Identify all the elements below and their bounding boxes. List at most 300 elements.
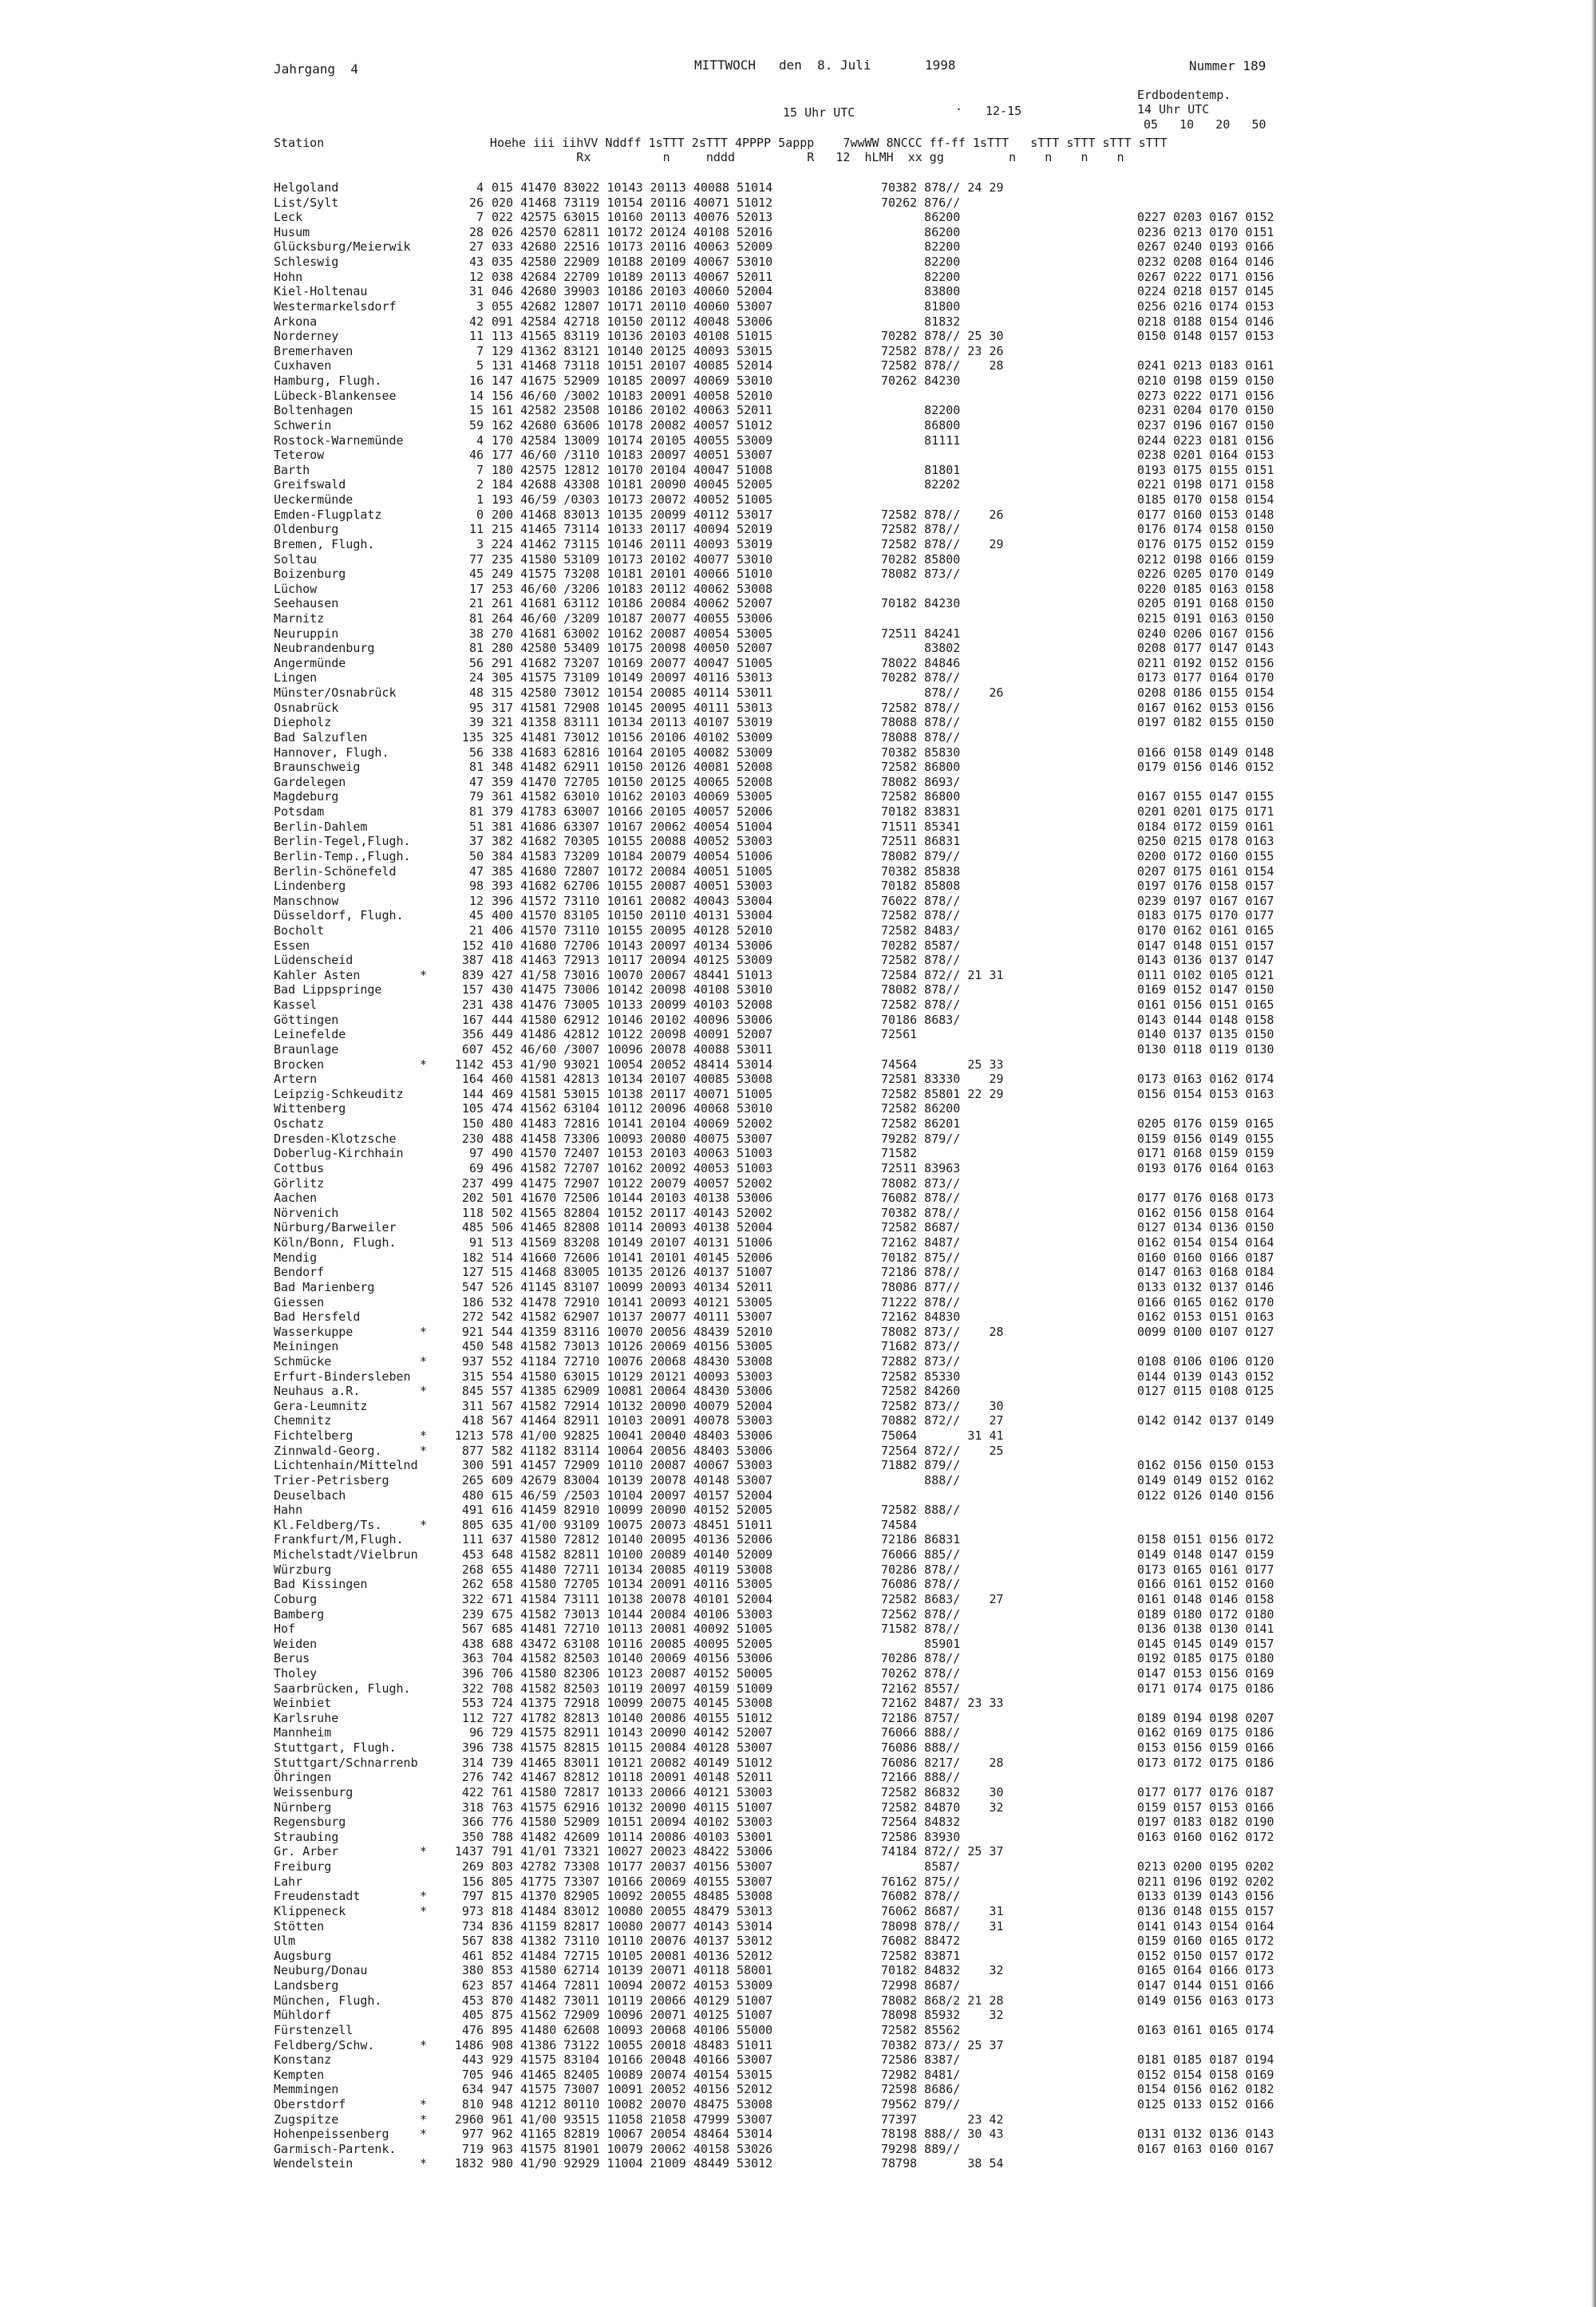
synop-groups: 035 42580 22909 10188 20109 40067 53010 [492,255,773,270]
mountain-marker: * [420,1324,428,1339]
table-row [0,685,1596,701]
station-name: Bremen, Flugh. [274,536,375,551]
station-height: 96 [468,1725,484,1740]
table-row [0,270,1596,285]
station-name: Karlsruhe [274,1710,339,1725]
synop-groups: 578 41/00 92825 10041 20040 48403 53006 [492,1428,773,1444]
table-row [0,1919,1596,1934]
remarks-groups: 72882 873// [881,1353,961,1369]
synop-groups: 615 46/59 /2503 10104 20097 40157 52004 [492,1487,773,1503]
synop-groups: 147 41675 52909 10185 20097 40069 53010 [492,373,773,389]
table-row [0,284,1596,299]
station-height: 16 [468,373,484,389]
table-row [0,1339,1596,1354]
soil-temps: 0177 0177 0176 0187 [1137,1784,1274,1799]
station-height: 461 [461,1948,484,1963]
synop-groups: 853 41580 62714 10139 20071 40118 58001 [492,1963,773,1978]
remarks-groups: 72582 878// [881,908,961,923]
soil-temps: 0099 0100 0107 0127 [1137,1324,1274,1339]
station-height: 450 [461,1339,484,1354]
station-name: Artern [274,1072,318,1087]
soil-temps: 0193 0175 0155 0151 [1137,462,1274,477]
station-name: Glücksburg/Meierwik [274,239,411,255]
synop-groups: 515 41468 83005 10135 20126 40137 51007 [492,1265,773,1280]
remarks-groups: 72564 84832 [881,1815,961,1830]
station-name: Brocken [274,1057,325,1072]
remarks-groups: 76082 88472 [881,1934,961,1949]
synop-groups: 963 41575 81901 10079 20062 40158 53026 [492,2141,773,2156]
station-height: 48 [468,685,484,701]
soil-temps: 0240 0206 0167 0156 [1137,626,1274,641]
table-row [0,1206,1596,1221]
synop-groups: 582 41182 83114 10064 20056 48403 53006 [492,1443,773,1458]
synop-groups: 763 41575 62916 10132 20090 40115 51007 [492,1799,773,1815]
synop-groups: 338 41683 62816 10164 20105 40082 53009 [492,745,773,760]
table-row [0,864,1596,879]
remarks-groups: 70282 8587/ [881,938,961,953]
table-row [0,760,1596,775]
station-name: Westermarkelsdorf [274,298,397,314]
synop-groups: 739 41465 83011 10121 20082 40149 51012 [492,1755,773,1770]
synop-groups: 514 41660 72606 10141 20101 40145 52006 [492,1250,773,1265]
synop-groups: 609 42679 83004 10139 20078 40148 53007 [492,1472,773,1487]
station-name: Hof [274,1622,296,1637]
mountain-marker: * [420,967,428,982]
remarks-groups: 72582 878// [881,522,961,537]
station-height: 1437 [454,1844,484,1859]
table-row [0,1057,1596,1073]
soil-temps: 0125 0133 0152 0166 [1137,2096,1274,2111]
synop-groups: 655 41480 72711 10134 20085 40119 53008 [492,1562,773,1577]
station-name: Essen [274,938,310,953]
station-name: Berlin-Tegel,Flugh. [274,834,411,849]
station-height: 1832 [454,2156,484,2171]
synop-groups: 015 41470 83022 10143 20113 40088 51014 [492,180,773,195]
remarks-groups: 70382 85838 [881,863,961,879]
station-name: Hohenpeissenberg [274,2127,389,2142]
station-name: Doberlug-Kirchhain [274,1146,404,1161]
synop-groups: 249 41575 73208 10181 20101 40066 51010 [492,567,773,582]
remarks-groups: 78022 84846 [881,655,961,670]
synop-groups: 033 42680 22516 10173 20116 40063 52009 [492,239,773,255]
remarks-groups: 72511 83963 [881,1160,961,1175]
soil-temps: 0166 0158 0149 0148 [1137,745,1274,760]
synop-groups: 818 41484 83012 10080 20055 48479 53013 [492,1903,773,1918]
station-height: 4 [476,180,484,195]
remarks-groups: 71582 [881,1146,918,1161]
station-height: 5 [476,358,484,373]
remarks-groups: 76066 885// [881,1547,961,1562]
station-height: 237 [461,1175,484,1191]
station-height: 322 [461,1591,484,1606]
station-name: Nürnberg [274,1799,332,1815]
synop-groups: 502 41565 82804 10152 20117 40143 52002 [492,1205,773,1220]
table-row [0,1220,1596,1235]
mountain-marker: * [420,2127,428,2142]
station-name: Klippeneck [274,1903,346,1918]
remarks-groups: 72582 85330 [881,1369,961,1384]
station-name: Stötten [274,1918,325,1934]
station-height: 265 [461,1472,484,1487]
mountain-marker: * [420,1057,428,1072]
synop-groups: 591 41457 72909 10110 20087 40067 53003 [492,1458,773,1473]
synop-groups: 026 42570 62811 10172 20124 40108 52016 [492,224,773,239]
station-height: 77 [468,551,484,567]
soil-temps: 0239 0197 0167 0167 [1137,893,1274,908]
station-name: Berlin-Dahlem [274,819,368,834]
synop-groups: 280 42580 53409 10175 20098 40050 52007 [492,641,773,656]
table-row [0,953,1596,968]
table-row [0,641,1596,656]
station-name: Lübeck-Blankensee [274,388,397,403]
synop-groups: 022 42575 63015 10160 20113 40076 52013 [492,210,773,225]
synop-groups: 385 41680 72807 10172 20084 40051 51005 [492,863,773,879]
soil-temps: 0147 0153 0156 0169 [1137,1666,1274,1681]
soil-temps: 0197 0182 0155 0150 [1137,715,1274,730]
station-name: Neuruppin [274,626,339,641]
soil-temps: 0184 0172 0159 0161 [1137,819,1274,834]
soil-temps: 0189 0180 0172 0180 [1137,1606,1274,1622]
table-row [0,938,1596,954]
table-row [0,1503,1596,1518]
table-row [0,1785,1596,1800]
soil-temps: 0158 0151 0156 0172 [1137,1532,1274,1547]
station-name: Mendig [274,1250,318,1265]
remarks-groups: 72582 86832 30 [881,1784,1004,1799]
soil-temps: 0136 0138 0130 0141 [1137,1622,1274,1637]
synop-groups: 184 42688 43308 10181 20090 40045 52005 [492,477,773,492]
station-name: Ulm [274,1934,296,1949]
synop-groups: 838 41382 73110 10110 20076 40137 53012 [492,1934,773,1949]
soil-temps: 0192 0185 0175 0180 [1137,1651,1274,1666]
table-row [0,1116,1596,1132]
station-height: 81 [468,760,484,775]
remarks-groups: 78088 878// [881,715,961,730]
station-name: Berlin-Temp.,Flugh. [274,848,411,863]
remarks-groups: 79298 889// [881,2141,961,2156]
synop-groups: 526 41145 83107 10099 20093 40134 52011 [492,1279,773,1294]
remarks-groups: 72186 86831 [881,1532,961,1547]
synop-groups: 635 41/00 93109 10075 20073 48451 51011 [492,1517,773,1532]
mountain-marker: * [420,1889,428,1904]
remarks-groups: 78098 85932 32 [881,2008,1004,2023]
remarks-groups: 72511 84241 [881,626,961,641]
station-name: Schleswig [274,255,339,270]
table-row [0,418,1596,433]
table-row [0,389,1596,404]
table-row [0,1161,1596,1176]
station-name: Augsburg [274,1948,332,1963]
station-name: Kiel-Holtenau [274,284,368,299]
header-date: MITTWOCH den 8. Juli 1998 [694,57,956,73]
table-row [0,552,1596,567]
remarks-groups: 82202 [881,477,961,492]
synop-groups: 803 42782 73308 10177 20037 40156 53007 [492,1859,773,1874]
table-row [0,1458,1596,1473]
synop-groups: 616 41459 82910 10099 20090 40152 52005 [492,1503,773,1518]
table-row [0,1428,1596,1444]
synop-groups: 513 41569 83208 10149 20107 40131 51006 [492,1235,773,1250]
table-row [0,239,1596,255]
synop-groups: 317 41581 72908 10145 20095 40111 53013 [492,700,773,715]
remarks-groups: 78082 873// [881,567,961,582]
soil-temps: 0267 0240 0193 0166 [1137,239,1274,255]
synop-groups: 542 41582 62907 10137 20077 40111 53007 [492,1310,773,1325]
station-height: 98 [468,879,484,894]
soil-temps: 0131 0132 0136 0143 [1137,2127,1274,2142]
table-row [0,448,1596,463]
station-height: 311 [461,1398,484,1413]
station-name: Neubrandenburg [274,641,375,656]
station-height: 547 [461,1279,484,1294]
table-row [0,611,1596,626]
soil-temps: 0208 0177 0147 0143 [1137,641,1274,656]
station-name: Wendelstein [274,2156,354,2171]
table-row [0,1889,1596,1904]
station-height: 418 [461,1413,484,1428]
table-row [0,2127,1596,2142]
soil-temps: 0267 0222 0171 0156 [1137,269,1274,284]
station-height: 118 [461,1205,484,1220]
station-name: Leinefelde [274,1027,346,1042]
soil-temps: 0193 0176 0164 0163 [1137,1160,1274,1175]
soil-temps: 0236 0213 0170 0151 [1137,224,1274,239]
synop-groups: 261 41681 63112 10186 20084 40062 52007 [492,596,773,611]
soil-temps: 0220 0185 0163 0158 [1137,581,1274,596]
synop-groups: 438 41476 73005 10133 20099 40103 52008 [492,997,773,1013]
soil-temps: 0108 0106 0106 0120 [1137,1353,1274,1369]
remarks-groups: 78082 878// [881,982,961,997]
remarks-groups: 70262 878// [881,1666,961,1681]
station-height: 485 [461,1220,484,1235]
table-row [0,477,1596,492]
remarks-groups: 72598 8686/ [881,2082,961,2097]
mountain-marker: * [420,1384,428,1399]
table-row [0,982,1596,997]
station-height: 3 [476,536,484,551]
station-name: Arkona [274,314,318,329]
station-height: 2960 [454,2111,484,2127]
synop-groups: 708 41582 82503 10119 20097 40159 51009 [492,1681,773,1696]
soil-temps: 0167 0162 0153 0156 [1137,700,1274,715]
station-height: 81 [468,641,484,656]
remarks-groups: 72584 872// 21 31 [881,967,1004,982]
soil-depths-heading: 05 10 20 50 [1144,117,1266,132]
station-height: 7 [476,462,484,477]
station-name: Greifswald [274,477,346,492]
synop-groups: 235 41580 53109 10173 20102 40077 53010 [492,551,773,567]
station-height: 453 [461,1547,484,1562]
station-height: 318 [461,1799,484,1815]
remarks-groups: 888// [881,1472,961,1487]
soil-temps: 0173 0165 0161 0177 [1137,1562,1274,1577]
table-row [0,834,1596,849]
remarks-groups: 76086 888// [881,1740,961,1756]
station-name: Boltenhagen [274,403,354,418]
station-name: Boizenburg [274,567,346,582]
remarks-groups: 78082 873// [881,1175,961,1191]
station-name: Landsberg [274,1978,339,1993]
table-row [0,701,1596,716]
station-height: 27 [468,239,484,255]
soil-temps: 0244 0223 0181 0156 [1137,433,1274,448]
soil-temps: 0145 0145 0149 0157 [1137,1636,1274,1651]
remarks-groups: 72582 8683/ 27 [881,1591,1004,1606]
station-name: Öhringen [274,1770,332,1785]
station-height: 356 [461,1027,484,1042]
synop-groups: 055 42682 12807 10171 20110 40060 53007 [492,298,773,314]
remarks-groups: 76022 878// [881,893,961,908]
table-row [0,1488,1596,1503]
synop-groups: 929 41575 83104 10166 20048 40166 53007 [492,2052,773,2068]
synop-groups: 430 41475 73006 10142 20098 40108 53010 [492,982,773,997]
synop-groups: 193 46/59 /0303 10173 20072 40052 51005 [492,492,773,508]
table-row [0,1696,1596,1711]
soil-temps: 0207 0175 0161 0154 [1137,863,1274,879]
remarks-groups: 72162 8487/ 23 33 [881,1696,1004,1711]
remarks-groups: 72166 888// [881,1770,961,1785]
station-name: Soltau [274,551,318,567]
table-row [0,433,1596,448]
station-name: Chemnitz [274,1413,332,1428]
synop-groups: 449 41486 42812 10122 20098 40091 52007 [492,1027,773,1042]
synop-groups: 215 41465 73114 10133 20117 40094 52019 [492,522,773,537]
station-name: Lindenberg [274,879,346,894]
station-height: 839 [461,967,484,982]
table-row [0,997,1596,1013]
soil-temps: 0127 0115 0108 0125 [1137,1384,1274,1399]
obs-time-heading: 15 Uhr UTC [783,105,855,120]
synop-groups: 761 41580 72817 10133 20066 40121 53003 [492,1784,773,1799]
table-row [0,1607,1596,1622]
station-name: Trier-Petrisberg [274,1472,389,1487]
station-height: 81 [468,804,484,820]
station-name: Weissenburg [274,1784,354,1799]
station-name: Bad Kissingen [274,1577,368,1592]
station-name: Straubing [274,1829,339,1844]
soil-temps: 0238 0201 0164 0153 [1137,448,1274,463]
remarks-groups: 70182 85808 [881,879,961,894]
station-height: 4 [476,433,484,448]
remarks-groups: 76062 8687/ 31 [881,1903,1004,1918]
station-height: 112 [461,1710,484,1725]
synop-groups: 131 41468 73118 10151 20107 40085 52014 [492,358,773,373]
table-row [0,1473,1596,1488]
soil-temps: 0237 0196 0167 0150 [1137,417,1274,433]
station-height: 387 [461,953,484,968]
remarks-groups: 74584 [881,1517,918,1532]
soil-temps: 0201 0201 0175 0171 [1137,804,1274,820]
soil-temps: 0144 0139 0143 0152 [1137,1369,1274,1384]
table-row [0,582,1596,597]
synop-groups: 671 41584 73111 10138 20078 40101 52004 [492,1591,773,1606]
remarks-groups: 72162 8557/ [881,1681,961,1696]
synop-groups: 724 41375 72918 10099 20075 40145 53008 [492,1696,773,1711]
station-name: Lingen [274,670,318,685]
table-row [0,1770,1596,1785]
table-row [0,1369,1596,1385]
soil-temps: 0147 0144 0151 0166 [1137,1978,1274,1993]
remarks-groups: 71511 85341 [881,819,961,834]
table-row [0,1622,1596,1637]
soil-temps: 0149 0156 0163 0173 [1137,1993,1274,2008]
station-name: Erfurt-Bindersleben [274,1369,411,1384]
station-name: Würzburg [274,1562,332,1577]
synop-groups: 776 41580 52909 10151 20094 40102 53003 [492,1815,773,1830]
station-height: 719 [461,2141,484,2156]
remarks-groups: 72586 8387/ [881,2052,961,2068]
station-height: 0 [476,507,484,522]
station-name: Regensburg [274,1815,346,1830]
soil-temps: 0149 0148 0147 0159 [1137,1547,1274,1562]
synop-groups: 506 41465 82808 10114 20093 40138 52004 [492,1220,773,1235]
station-name: Gardelegen [274,774,346,789]
mountain-marker: * [420,1517,428,1532]
table-row [0,804,1596,820]
station-height: 39 [468,715,484,730]
table-row [0,2097,1596,2112]
remarks-groups: 878// 26 [881,685,1004,701]
soil-temps: 0173 0172 0175 0186 [1137,1755,1274,1770]
station-name: Husum [274,224,310,239]
station-height: 144 [461,1086,484,1101]
synop-groups: 857 41464 72811 10094 20072 40153 53009 [492,1978,773,1993]
mountain-marker: * [420,2037,428,2052]
table-row [0,1859,1596,1874]
synop-groups: 453 41/90 93021 10054 20052 48414 53014 [492,1057,773,1072]
remarks-groups: 70262 84230 [881,373,961,389]
synop-groups: 554 41580 63015 10129 20121 40093 53003 [492,1369,773,1384]
station-name: Münster/Osnabrück [274,685,397,701]
table-row [0,820,1596,835]
synop-groups: 379 41783 63007 10166 20105 40057 52006 [492,804,773,820]
table-row [0,745,1596,760]
station-height: 59 [468,417,484,433]
remarks-groups: 70182 875// [881,1250,961,1265]
synop-groups: 224 41462 73115 10146 20111 40093 53019 [492,536,773,551]
remarks-groups: 78198 888// 30 43 [881,2127,1004,2142]
remarks-groups: 72582 83871 [881,1948,961,1963]
remarks-groups: 76086 8217/ 28 [881,1755,1004,1770]
table-row [0,1027,1596,1042]
synop-groups: 946 41465 82405 10089 20074 40154 53015 [492,2067,773,2082]
synop-groups: 908 41386 73122 10055 20018 48483 51011 [492,2037,773,2052]
table-row [0,626,1596,642]
remarks-groups: 70382 878// [881,1205,961,1220]
station-name: Köln/Bonn, Flugh. [274,1235,397,1250]
station-height: 69 [468,1160,484,1175]
table-row [0,1740,1596,1756]
station-name: Garmisch-Partenk. [274,2141,397,2156]
station-height: 111 [461,1532,484,1547]
station-name: Leipzig-Schkeuditz [274,1086,404,1101]
synop-groups: 452 46/60 /3007 10096 20078 40088 53011 [492,1041,773,1057]
station-height: 350 [461,1829,484,1844]
station-height: 405 [461,2008,484,2023]
mountain-marker: * [420,2156,428,2171]
station-name: Bad Salzuflen [274,729,368,745]
station-height: 81 [468,610,484,626]
synop-groups: 177 46/60 /3110 10183 20097 40051 53007 [492,448,773,463]
table-row [0,2068,1596,2083]
synop-groups: 396 41572 73110 10161 20082 40043 53004 [492,893,773,908]
station-height: 1142 [454,1057,484,1072]
soil-temps: 0189 0194 0198 0207 [1137,1710,1274,1725]
station-name: Bendorf [274,1265,325,1280]
synop-groups: 552 41184 72710 10076 20068 48430 53008 [492,1353,773,1369]
remarks-groups: 70382 878// 24 29 [881,180,1004,195]
table-row [0,2082,1596,2097]
